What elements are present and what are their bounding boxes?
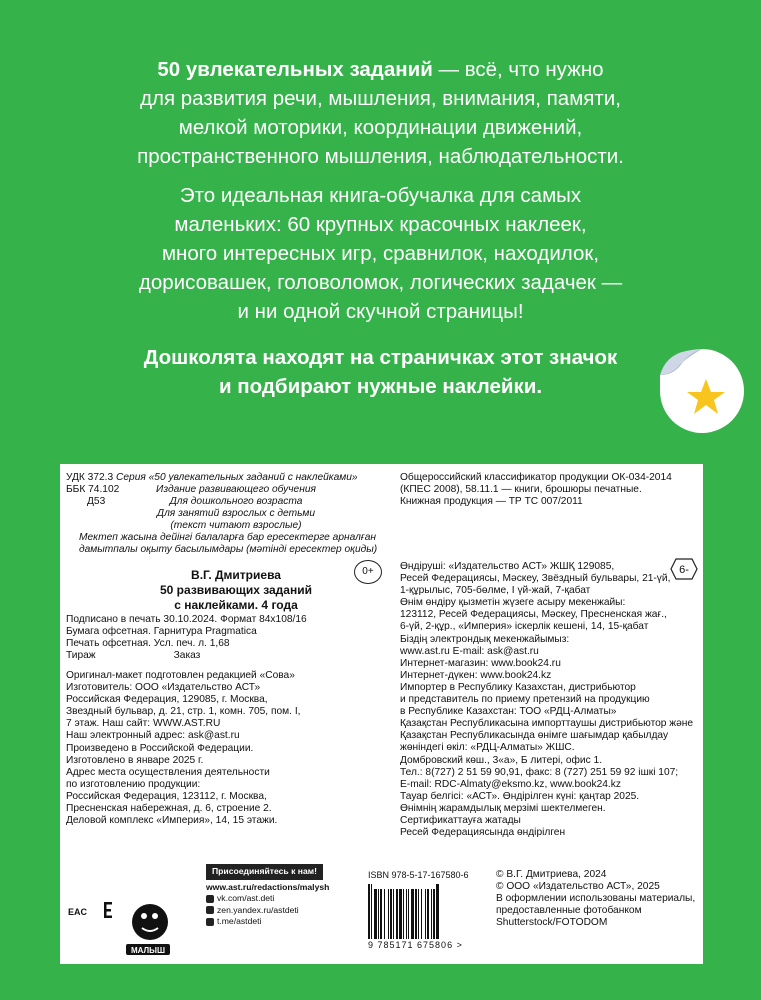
- book-title-line-1: 50 развивающих заданий: [160, 583, 312, 597]
- vk-link[interactable]: vk.com/ast.deti: [217, 893, 275, 903]
- zen-icon: [206, 906, 214, 914]
- publisher-line: Наш электронный адрес: ask@ast.ru: [66, 730, 240, 742]
- publisher-info: [66, 670, 300, 827]
- author-code: Д53: [87, 496, 106, 508]
- intro-highlight: 50 увлекательных заданий: [157, 58, 433, 81]
- book-title-line-2: с наклейками. 4 года: [174, 598, 298, 612]
- kz-line: Импортер в Республику Казахстан, дистрибьютор: [400, 681, 636, 693]
- bbk-code: ББК 74.102: [66, 484, 120, 496]
- vk-icon: [206, 895, 214, 903]
- kz-line: в Республике Казахстан: ТОО «РДЦ-Алматы»: [400, 706, 617, 718]
- star-sticker-icon: [656, 345, 748, 437]
- kz-line: жөніндегі өкіл: «РДЦ-Алматы» ЖШС.: [400, 742, 575, 754]
- eac-mark-icon: [104, 902, 112, 918]
- kz-line: 123112, Ресей Федерациясы, Мәскеу, Пресненская жағ.,: [400, 609, 667, 621]
- kz-line: Өнімнің жарамдылық мерзімі шектелмеген.: [400, 802, 606, 814]
- book-title-block: [116, 568, 356, 613]
- description-line-2: маленьких: 60 крупных красочных наклеек,: [174, 213, 587, 236]
- zen-link[interactable]: zen.yandex.ru/astdeti: [217, 904, 299, 915]
- udk-code: УДК 372.3: [66, 472, 114, 483]
- series-line-5: (текст читают взрослые): [170, 520, 302, 532]
- classifier-info: [400, 472, 672, 508]
- print-line-2: Бумага офсетная. Гарнитура Pragmatica: [66, 626, 257, 638]
- zakaz-label: Заказ: [173, 650, 201, 662]
- kz-line: Тауар белгісі: «АСТ». Өндірілген күні: қаңтар 2025.: [400, 790, 640, 802]
- kz-line: Өнім өндіру қызметін жүзеге асыру мекенжайы:: [400, 597, 626, 609]
- copyright-line: © В.Г. Дмитриева, 2024: [496, 869, 607, 880]
- description-line-3: много интересных игр, сравнилок, находилок,: [161, 242, 600, 265]
- kz-line: Домбровский көш., 3«а», Б литері, офис 1.: [400, 754, 603, 766]
- join-us-banner: Присоединяйтесь к нам!: [206, 864, 323, 880]
- publisher-line: Деловой комплекс «Империя», 14, 15 этажи.: [66, 815, 278, 827]
- kz-line: Интернет-магазин: www.book24.ru: [400, 657, 561, 669]
- barcode-bar: [439, 884, 440, 939]
- kz-line: Тел.: 8(727) 2 51 59 90,91, факс: 8 (727) 251 59 92 ішкі 107;: [400, 766, 679, 778]
- isbn-number: ISBN 978-5-17-167580-6: [368, 870, 469, 880]
- imprint-panel: [60, 464, 703, 964]
- tirazh-label: Тираж: [66, 650, 96, 662]
- classifier-line: Книжная продукция — ТР ТС 007/2011: [400, 496, 583, 508]
- publisher-line: Пресненская набережная, д. 6, строение 2.: [66, 803, 272, 815]
- publisher-line: Изготовитель: ООО «Издательство АСТ»: [66, 682, 261, 694]
- copyright-line: © ООО «Издательство АСТ», 2025: [496, 881, 660, 893]
- description-line-1: Это идеальная книга-обучалка для самых: [179, 184, 582, 207]
- kazakhstan-info: [400, 561, 693, 839]
- print-line-3: Печать офсетная. Усл. печ. л. 1,68: [66, 638, 230, 650]
- kz-line: Өндіруші: «Издательство АСТ» ЖШҚ 129085,: [400, 561, 615, 572]
- kz-line: Қазақстан Республикасында өнімге шағымдар қабылдау: [400, 730, 669, 742]
- isbn-block: [368, 869, 488, 951]
- author-name: В.Г. Дмитриева: [191, 568, 281, 582]
- publisher-line: Российская Федерация, 123112, г. Москва,: [66, 790, 267, 802]
- kz-line: Интернет-дүкен: www.book24.kz: [400, 669, 552, 681]
- publisher-line: Изготовлено в январе 2025 г.: [66, 754, 204, 766]
- kz-line: и представитель по приему претензий на продукцию: [400, 694, 650, 706]
- copyright-line: Shutterstock/FOTODOM: [496, 917, 608, 929]
- tagline-line-1: Дошколята находят на страничках этот значок: [143, 346, 618, 369]
- series-line-1: Серия «50 увлекательных заданий с наклейками»: [116, 472, 358, 483]
- classification-codes: [66, 472, 118, 508]
- intro-line-4: пространственного мышления, наблюдательности.: [137, 145, 624, 168]
- kz-series-note: [79, 532, 377, 556]
- kz-line: E-mail: RDC-Almaty@eksmo.kz, www.book24.kz: [400, 778, 621, 790]
- tagline-paragraph: [60, 343, 701, 401]
- kz-line: Біздің электрондық мекенжайымыз:: [400, 633, 570, 645]
- intro-paragraph: [60, 55, 701, 171]
- cover-text-area: [0, 0, 761, 440]
- social-links: [206, 864, 353, 928]
- intro-line-3: мелкой моторики, координации движений,: [178, 116, 583, 139]
- series-line-2: Издание развивающего обучения: [156, 484, 316, 496]
- copyright-line: В оформлении использованы материалы,: [496, 893, 696, 905]
- kz-line: 6-үй, 2-құр., «Империя» іскерлік кешені, 14, 15-қабат: [400, 621, 649, 633]
- description-line-4: дорисовашек, головоломок, логических задачек —: [138, 271, 623, 294]
- publisher-line: Оригинал-макет подготовлен редакцией «Сова»: [66, 670, 295, 681]
- kz-line: Ресей Федерациясында өндірілген: [400, 827, 566, 839]
- print-line-1: Подписано в печать 30.10.2024. Формат 84х108/16: [66, 614, 307, 625]
- publisher-line: 7 этаж. Наш сайт: WWW.AST.RU: [66, 718, 221, 730]
- series-line-3: Для дошкольного возраста: [169, 496, 303, 508]
- brand-name: МАЛЫШ: [130, 946, 166, 955]
- kz-note-line-1: Мектеп жасына дейінгі балаларға бар ересектерге арналған: [79, 532, 377, 543]
- barcode: [368, 884, 488, 939]
- site-link[interactable]: www.ast.ru/redactions/malysh: [206, 881, 330, 892]
- telegram-icon: [206, 918, 214, 926]
- age-rating-kz-text: 6-: [679, 564, 689, 576]
- series-info: [116, 472, 356, 532]
- print-info: [66, 614, 307, 662]
- publisher-line: Российская Федерация, 129085, г. Москва,: [66, 694, 268, 706]
- kz-note-line-2: дамытпалы оқыту басылымдары (мәтінді ересектер оқиды): [79, 544, 378, 556]
- barcode-digits: 9 785171 675806 >: [368, 940, 463, 951]
- publisher-line: по изготовлению продукции:: [66, 778, 201, 790]
- kz-line: Ресей Федерациясы, Мәскеу, Звёздный бульвары, 21-үй,: [400, 573, 671, 585]
- classifier-line: Общероссийский классификатор продукции ОК-034-2014: [400, 472, 672, 483]
- intro-line-2: для развития речи, мышления, внимания, памяти,: [140, 87, 621, 110]
- intro-line-1: — всё, что нужно: [432, 58, 604, 81]
- telegram-link[interactable]: t.me/astdeti: [217, 916, 262, 926]
- description-line-5: и ни одной скучной страницы!: [237, 300, 524, 323]
- age-rating-badge: 0+: [354, 560, 382, 584]
- eac-and-malysh-logo: [102, 874, 172, 959]
- logo-block: [102, 874, 172, 959]
- publisher-line: Произведено в Российской Федерации.: [66, 742, 254, 754]
- tagline-line-2: и подбирают нужные наклейки.: [218, 375, 543, 398]
- kz-line: Қазақстан Республикасына импорттаушы дистрибьютор және: [400, 718, 694, 730]
- eac-mark-text: EAC: [68, 907, 88, 917]
- series-line-4: Для занятий взрослых с детьми: [156, 508, 316, 520]
- kz-line: Сертификаттауға жатады: [400, 814, 521, 826]
- description-paragraph: [60, 181, 701, 326]
- publisher-line: Звездный бульвар, д. 21, стр. 1, комн. 705, пом. I,: [66, 706, 301, 718]
- copyright-line: предоставленные фотобанком: [496, 905, 642, 917]
- kz-line: www.ast.ru E-mail: ask@ast.ru: [400, 645, 539, 657]
- classifier-line: (КПЕС 2008), 58.11.1 — книги, брошюры печатные.: [400, 484, 642, 496]
- copyright-info: [496, 869, 695, 929]
- kz-line: 1-құрылыс, 705-бөлме, I үй-жай, 7-қабат: [400, 585, 591, 597]
- publisher-line: Адрес места осуществления деятельности: [66, 766, 270, 778]
